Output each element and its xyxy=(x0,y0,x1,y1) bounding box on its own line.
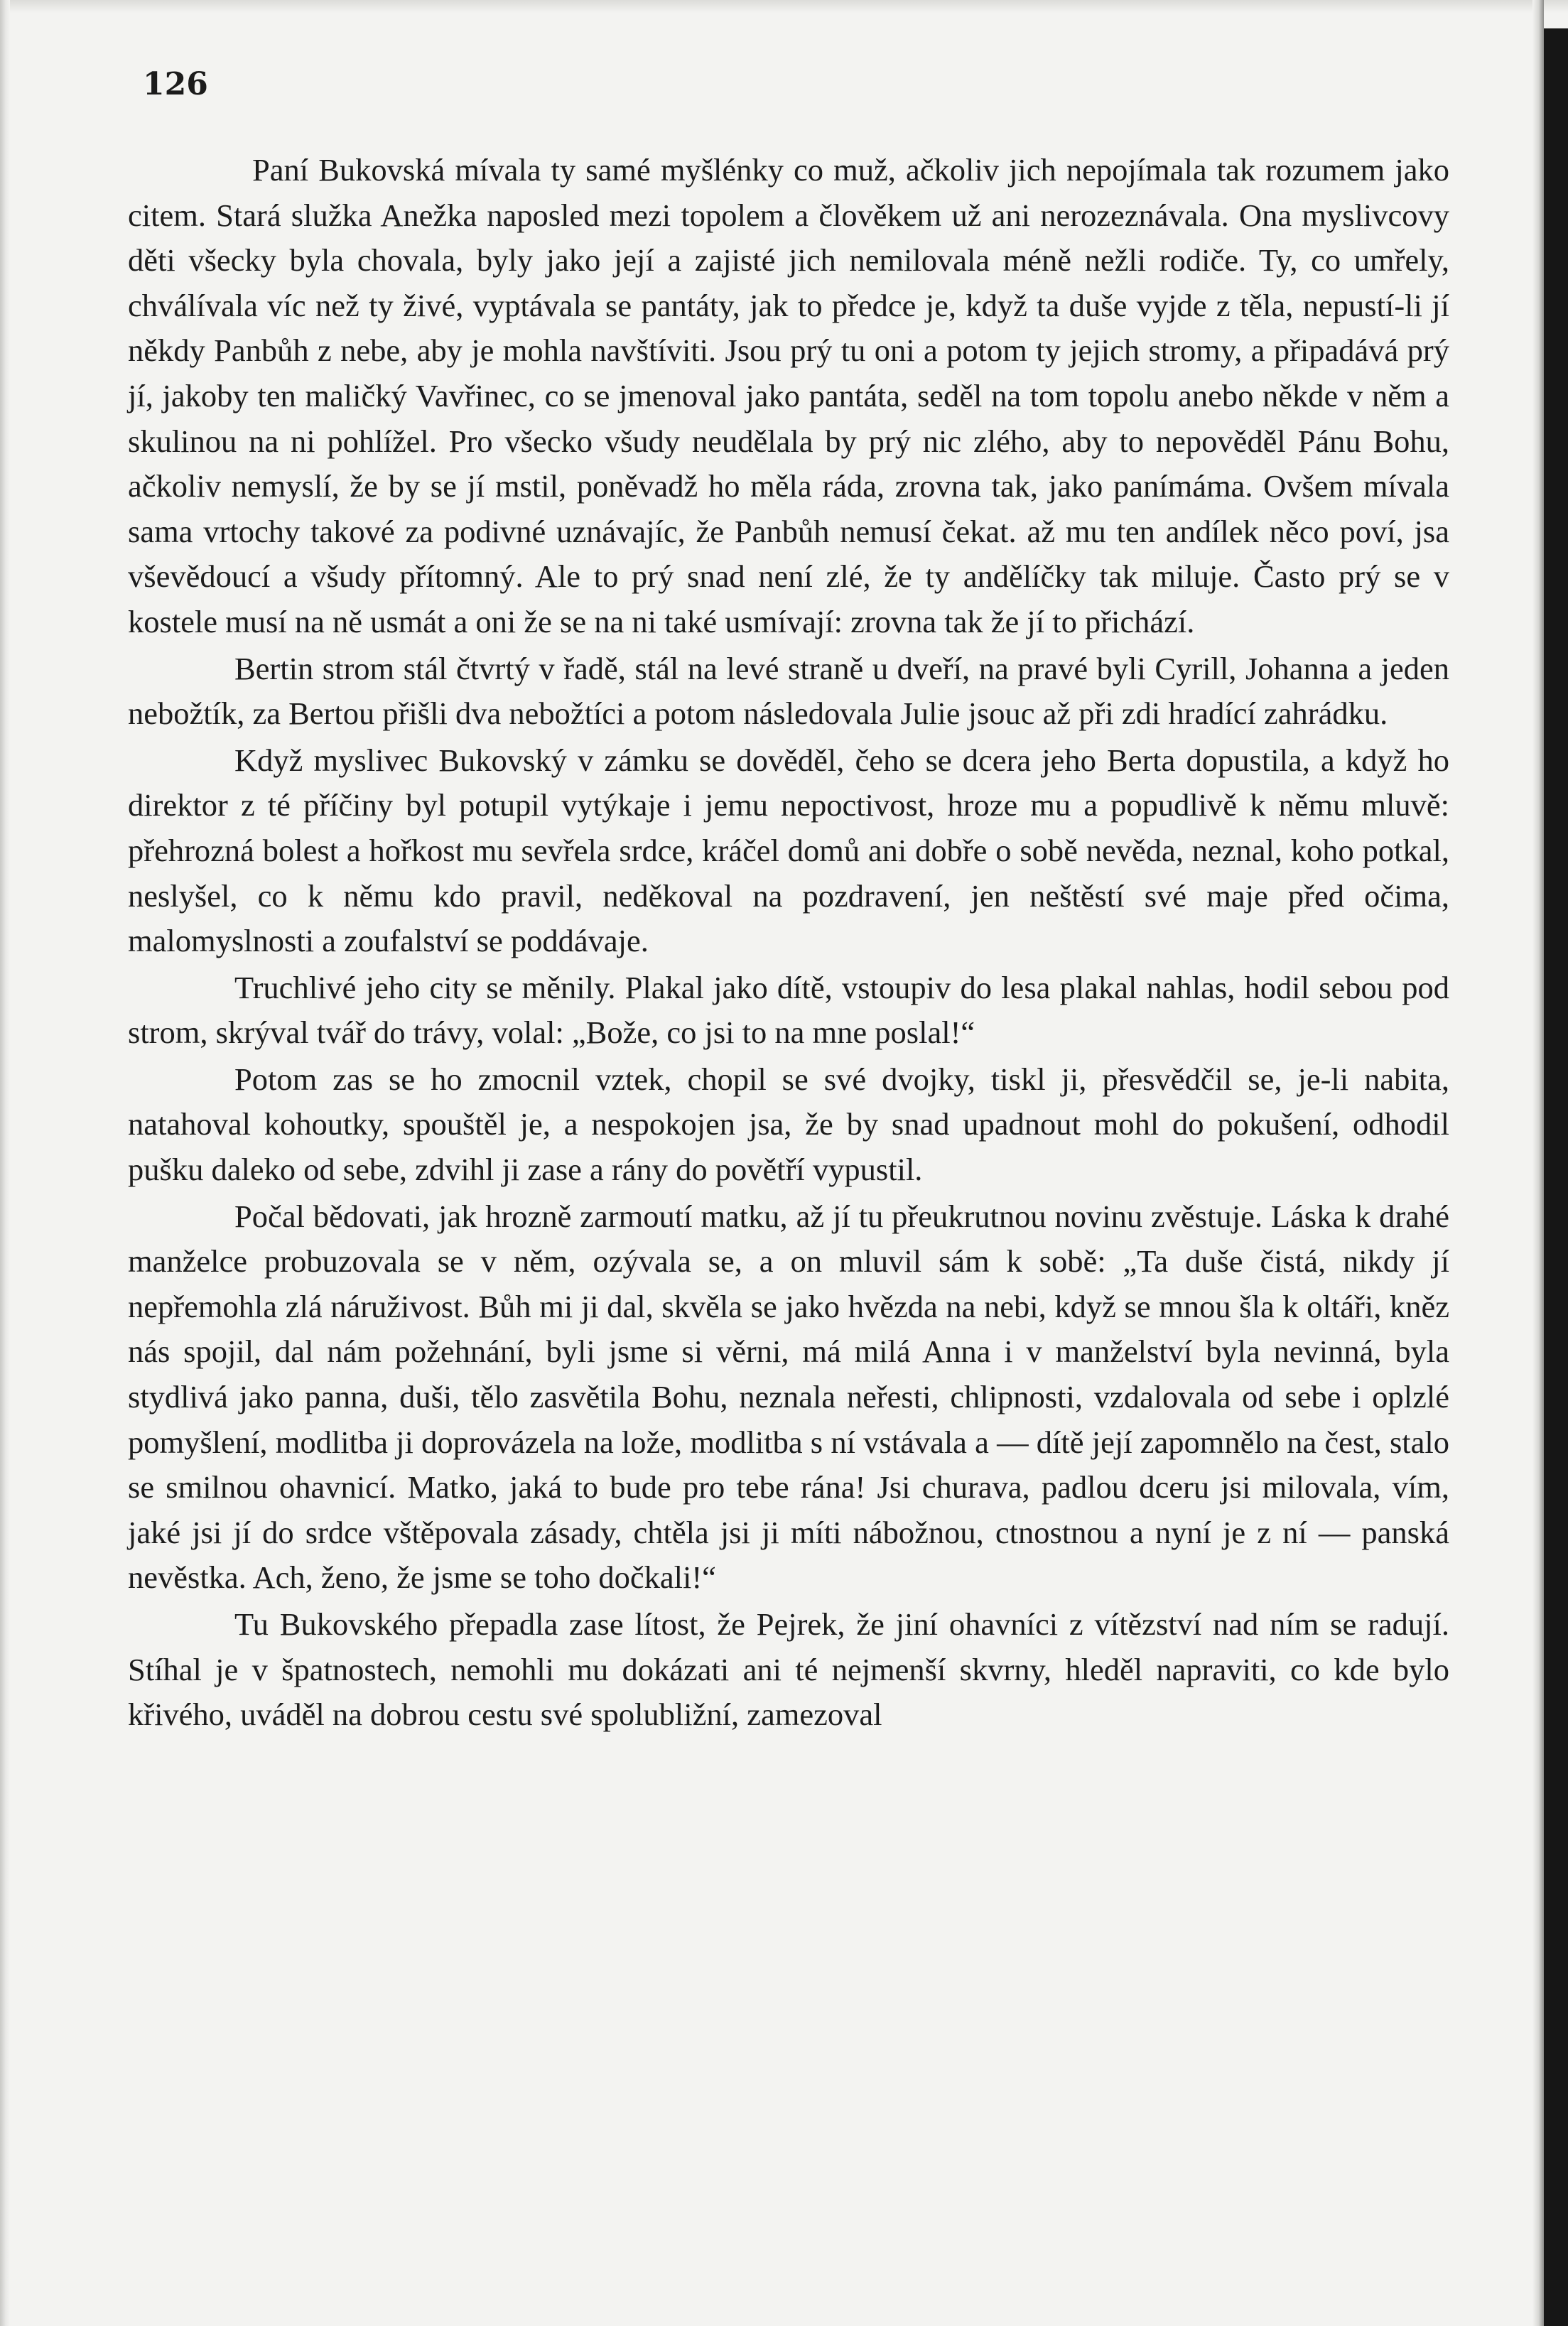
left-page-edge xyxy=(0,0,10,2326)
right-page-gutter-shadow xyxy=(1532,0,1544,2326)
paragraph: Paní Bukovská mívala ty samé myšlénky co muž, ačkoliv jich nepojímala tak rozumem jako citem. Stará služka Anežka naposled mezi topolem a člověkem už ani nerozeznávala. Ona myslivcovy děti všecky byla chovala, byly jako její a zajisté jich nemilovala méně nežli rodiče. Ty, co umřely, chválívala víc než ty živé, vyptávala se pantáty, jak to předce je, když ta duše vyjde z těla, nepustí-li jí někdy Panbůh z nebe, aby je mohla navštíviti. Jsou prý tu oni a potom ty jejich stromy, a připadává prý jí, jakoby ten maličký Vavřinec, co se jmenoval jako pantáta, seděl na tom topolu anebo někde v něm a skulinou na ni pohlížel. Pro všecko všudy neudělala by prý nic zlého, aby to nepověděl Pánu Bohu, ačkoliv nemyslí, že by se jí mstil, poněvadž ho měla ráda, zrovna tak, jako panímáma. Ovšem mívala sama vrtochy takové za podivné uznávajíc, že Panbůh nemusí čekat. až mu ten andílek něco poví, jsa vševědoucí a všudy přítomný. Ale to prý snad není zlé, že ty andělíčky tak miluje. Často prý se v kostele musí na ně usmát a oni že se na ni také usmívají: zrovna tak že jí to přichází. xyxy=(128,152,1449,639)
top-page-shadow xyxy=(0,0,1568,13)
paragraph: Počal bědovati, jak hrozně zarmoutí matku, až jí tu přeukrutnou novinu zvěstuje. Láska k drahé manželce probuzovala se v něm, ozývala se, a on mluvil sám k sobě: „Ta duše čistá, nikdy jí nepřemohla zlá náruživost. Bůh mi ji dal, skvěla se jako hvězda na nebi, když se mnou šla k oltáři, kněz nás spojil, dal nám požehnání, byli jsme si věrni, má milá Anna i v manželství byla nevinná, byla stydlivá jako panna, duši, tělo zasvětila Bohu, neznala neřesti, chlipnosti, vzdalovala od sebe i oplzlé pomyšlení, modlitba ji doprovázela na lože, modlitba s ní vstávala a — dítě její zapomnělo na čest, stalo se smilnou ohavnicí. Matko, jaká to bude pro tebe rána! Jsi churava, padlou dceru jsi milovala, vím, jaké jsi jí do srdce vštěpovala zásady, chtěla jsi ji míti nábožnou, ctnostnou a nyní je z ní — panská nevěstka. Ach, ženo, že jsme se toho dočkali!“ xyxy=(128,1198,1449,1596)
right-binding-edge xyxy=(1544,28,1568,2326)
paragraph: Bertin strom stál čtvrtý v řadě, stál na levé straně u dveří, na pravé byli Cyrill, Johanna a jeden nebožtík, za Bertou přišli dva nebožtíci a potom následovala Julie jsouc až při zdi hradící zahrádku. xyxy=(128,650,1449,732)
paragraph: Tu Bukovského přepadla zase lítost, že Pejrek, že jiní ohavníci z vítězství nad ním se radují. Stíhal je v špatnostech, nemohli mu dokázati ani té nejmenší skvrny, hleděl napraviti, co kde bylo křivého, uváděl na dobrou cestu své spolubližní, zamezoval xyxy=(128,1606,1449,1733)
paragraph: Truchlivé jeho city se měnily. Plakal jako dítě, vstoupiv do lesa plakal nahlas, hodil sebou pod strom, skrýval tvář do trávy, volal: „Bože, co jsi to na mne poslal!“ xyxy=(128,969,1449,1051)
paragraph: Potom zas se ho zmocnil vztek, chopil se své dvojky, tiskl ji, přesvědčil se, je-li nabita, natahoval kohoutky, spouštěl je, a nespokojen jsa, že by snad upadnout mohl do pokušení, odhodil pušku daleko od sebe, zdvihl ji zase a rány do povětří vypustil. xyxy=(128,1061,1449,1188)
paragraph: Když myslivec Bukovský v zámku se dověděl, čeho se dcera jeho Berta dopustila, a když ho direktor z té příčiny byl potupil vytýkaje i jemu nepoctivost, hroze mu a popudlivě k němu mluvě: přehrozná bolest a hořkost mu sevřela srdce, kráčel domů ani dobře o sobě nevěda, neznal, koho potkal, neslyšel, co k němu kdo pravil, neděkoval na pozdravení, jen neštěstí své maje před očima, malomyslnosti a zoufalství se poddávaje. xyxy=(128,742,1449,959)
page-number: 126 xyxy=(143,66,208,102)
body-text xyxy=(128,148,1449,1739)
